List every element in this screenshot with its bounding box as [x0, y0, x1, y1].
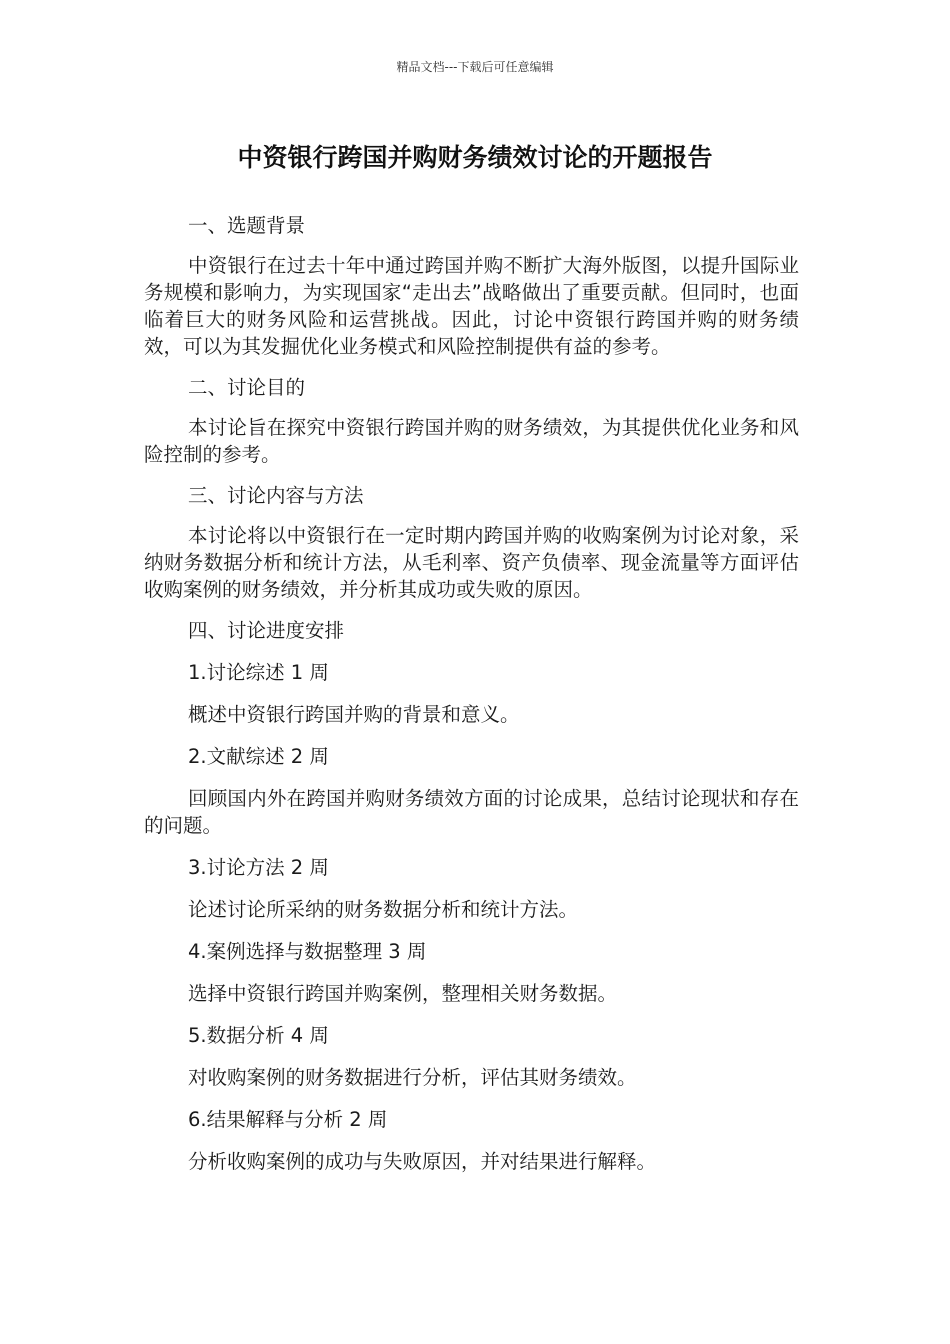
schedule-item-desc: 回顾国内外在跨国并购财务绩效方面的讨论成果，总结讨论现状和存在的问题。 [144, 787, 799, 837]
schedule-item-desc: 概述中资银行跨国并购的背景和意义。 [188, 703, 520, 726]
section-body-purpose: 本讨论旨在探究中资银行跨国并购的财务绩效，为其提供优化业务和风险控制的参考。 [144, 416, 799, 466]
section-body-background: 中资银行在过去十年中通过跨国并购不断扩大海外版图，以提升国际业务规模和影响力，为实现国家“走出去”战略做出了重要贡献。但同时，也面临着巨大的财务风险和运营挑战。因此，讨论中资银行跨国并购的财务绩效，可以为其发掘优化业务模式和风险控制提供有益的参考。 [144, 254, 799, 358]
schedule-item-desc: 分析收购案例的成功与失败原因，并对结果进行解释。 [188, 1150, 657, 1173]
header-note: 精品文档---下载后可任意编辑 [396, 60, 554, 74]
section-heading-background: 一、选题背景 [188, 214, 306, 237]
schedule-item-title: 1.讨论综述 1 周 [188, 661, 329, 684]
schedule-item-title: 4.案例选择与数据整理 3 周 [188, 940, 427, 963]
schedule-item-desc: 对收购案例的财务数据进行分析，评估其财务绩效。 [188, 1066, 637, 1089]
section-heading-content-method: 三、讨论内容与方法 [188, 484, 364, 507]
schedule-item-title: 5.数据分析 4 周 [188, 1024, 329, 1047]
section-heading-schedule: 四、讨论进度安排 [188, 619, 345, 642]
section-body-content-method: 本讨论将以中资银行在一定时期内跨国并购的收购案例为讨论对象，采纳财务数据分析和统计方法，从毛利率、资产负债率、现金流量等方面评估收购案例的财务绩效，并分析其成功或失败的原因。 [144, 524, 799, 601]
schedule-item-title: 6.结果解释与分析 2 周 [188, 1108, 388, 1131]
section-heading-purpose: 二、讨论目的 [188, 376, 306, 399]
schedule-item-title: 3.讨论方法 2 周 [188, 856, 329, 879]
document-body [144, 212, 799, 1190]
schedule-item-desc: 选择中资银行跨国并购案例，整理相关财务数据。 [188, 982, 618, 1005]
schedule-item-desc: 论述讨论所采纳的财务数据分析和统计方法。 [188, 898, 579, 921]
schedule-item-title: 2.文献综述 2 周 [188, 745, 329, 768]
document-title: 中资银行跨国并购财务绩效讨论的开题报告 [237, 143, 713, 172]
